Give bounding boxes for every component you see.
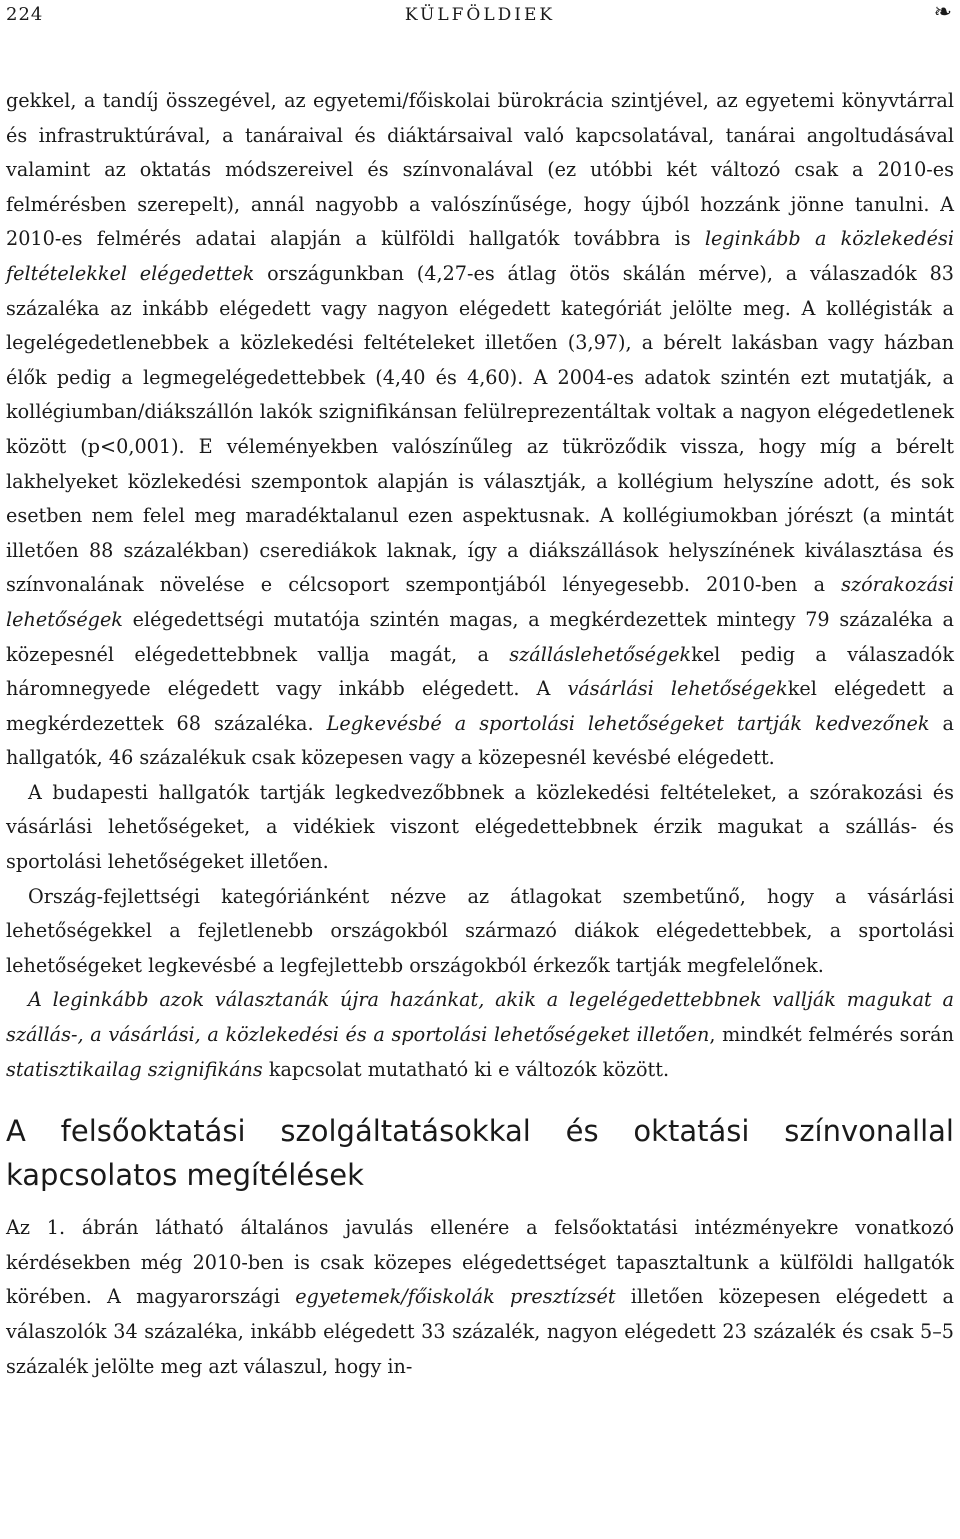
fleuron-icon: ❧ — [933, 0, 952, 25]
text-run: A budapesti hallgatók tartják legkedvezőbbnek a közlekedési feltételeket, a szórakozási és vásárlási lehetőségeket, a vidékiek viszont elégedettebbnek érzik magukat a szállás- és sportolási lehetőségeket illetően. — [6, 780, 954, 874]
text-run: kel pedig a válaszadók háromnegyede elégedett vagy inkább elégedett. A — [6, 642, 954, 701]
paragraph-5 — [6, 1211, 954, 1384]
text-run: Ország-fejlettségi kategóriánként nézve az átlagokat szembetűnő, hogy a vásárlási lehetőségekkel a fejletlenebb országokból származó diákok elégedettebbek, a sportolási lehetőségeket legkevésbé a legfejlettebb országokból érkezők tartják megfelelőnek. — [6, 884, 954, 977]
running-title: KÜLFÖLDIEK — [404, 5, 556, 25]
paragraph-4 — [6, 983, 954, 1087]
running-head — [6, 0, 954, 34]
section-heading: A felsőoktatási szolgáltatásokkal és oktatási színvonallal kapcsolatos megítélések — [6, 1114, 954, 1193]
text-run: illetően közepesen elégedett a válaszolók 34 százaléka, inkább elégedett 33 százalék, nagyon elégedett 23 százalék és csak 5–5 százalék jelölte meg azt válaszul, hogy in- — [6, 1285, 954, 1378]
text-run: , mindkét felmérés során — [709, 1023, 954, 1047]
text-run: gekkel, a tandíj összegével, az egyetemi/főiskolai bürokrácia szintjével, az egyetemi könyvtárral és infrastruktúrával, a tanáraival és diáktársaival való kapcsolatával, tanárai angoltudásával valamint az oktatás módszereivel és színvonalával (ez utóbbi két változó csak a 2010-es felmérésben szerepelt), annál nagyobb a valószínűsége, hogy újból hozzánk jönne tanulni. A 2010-es felmérés adatai alapján a külföldi hallgatók továbbra is — [6, 89, 954, 251]
italic-run: Legkevésbé a sportolási lehetőségeket tartják kedvezőnek — [326, 711, 930, 735]
text-run: kel elégedett a megkérdezettek 68 százaléka. — [6, 677, 954, 735]
italic-run: vásárlási lehetőségek — [567, 677, 788, 701]
italic-run: leginkább a közlekedési feltételekkel elégedettek — [6, 227, 955, 285]
text-run: országunkban (4,27-es átlag ötös skálán mérve), a válaszadók 83 százaléka az inkább elégedett vagy nagyon elégedett kategóriát jelölte meg. A kollégisták a legelégedetlenebbek a közlekedési feltételeket illetően (3,97), a bérelt lakásban vagy házban élők pedig a legmegelégedettebbek (4,40 és 4,60). A 2004-es adatok szintén ezt mutatják, a kollégiumban/diákszállón lakók szignifikánsan felülreprezentáltak voltak a nagyon elégedetlenek között (p<0,001). E véleményekben valószínűleg az tükröződik vissza, hogy míg a bérelt lakhelyeket közlekedési szempontok alapján is választják, a kollégium helyszíne adott, és sok esetben nem felel meg maradéktalanul ezen aspektusnak. A kollégiumokban jórészt (a mintát illetően 88 százalékban) cserediákok laknak, így a diákszállások helyszínének kiválasztása és színvonalának növelése e célcsoport szempontjából lényegesebb. 2010-ben a — [6, 261, 954, 597]
italic-run: egyetemek/főiskolák presztízsét — [295, 1285, 616, 1309]
body-text — [6, 84, 954, 1384]
italic-run: szórakozási lehetőségek — [6, 573, 954, 631]
italic-run: A leginkább azok választanák újra hazánkat, akik a legelégedettebbnek vallják magukat a szállás-, a vásárlási, a közlekedési és a sportolási lehetőségeket illetően — [6, 988, 954, 1047]
italic-run: statisztikailag szignifikáns — [6, 1057, 263, 1081]
paragraph-1 — [6, 84, 954, 776]
paragraph-2 — [6, 776, 954, 880]
paragraph-3 — [6, 880, 954, 984]
text-run: Az 1. ábrán látható általános javulás ellenére a felsőoktatási intézményekre vonatkozó kérdésekben még 2010-ben is csak közepes elégedettséget tapasztaltunk a külföldi hallgatók körében. A magyarországi — [6, 1216, 954, 1309]
italic-run: szálláslehetőségek — [509, 642, 692, 666]
book-page — [6, 0, 954, 1384]
page-number: 224 — [6, 4, 44, 25]
text-run: a hallgatók, 46 százalékuk csak közepesen vagy a közepesnél kevésbé elégedett. — [6, 711, 954, 770]
text-run: kapcsolat mutatható ki e változók között. — [262, 1057, 670, 1081]
text-run: elégedettségi mutatója szintén magas, a megkérdezettek mintegy 79 százaléka a közepesnél elégedettebbnek vallja magát, a — [6, 607, 954, 666]
